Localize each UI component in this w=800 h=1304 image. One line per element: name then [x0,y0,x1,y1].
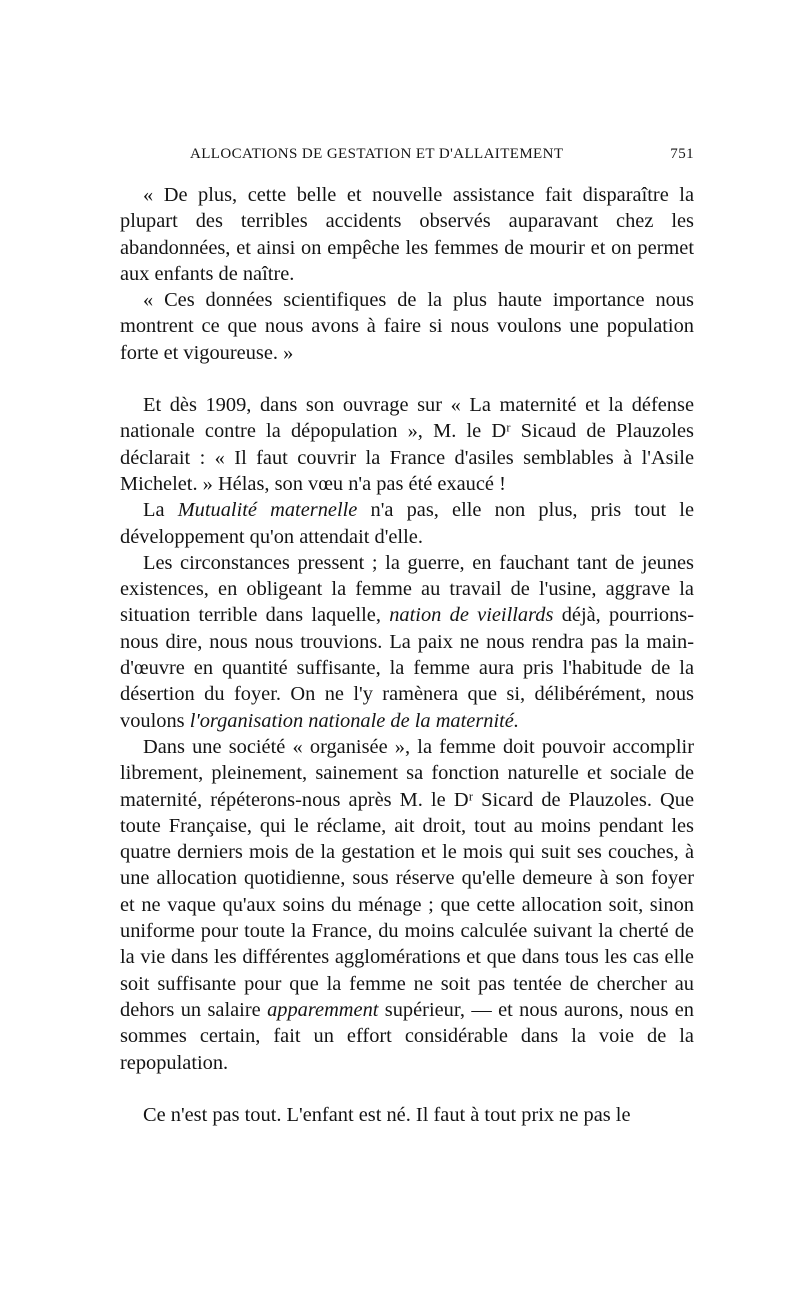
paragraph [120,734,694,1076]
paragraph [120,497,694,550]
text-run: Les circonstances pressent ; la guerre, en fauchant tant de jeunes existences, en obligeant la femme au travail de l'usine, aggrave la situation terrible dans laquelle, [120,551,694,627]
paragraph [120,287,694,366]
italic-text: l'organisation nationale de la maternité. [189,709,519,732]
text-run: supérieur, — et nous aurons, nous en sommes certain, fait un effort considérable dans la voie de la repopulation. [120,998,694,1074]
page-number: 751 [670,146,694,162]
text-run: Ce n'est pas tout. L'enfant est né. Il faut à tout prix ne pas le [143,1103,631,1126]
italic-text: apparemment [267,998,379,1021]
italic-text: nation de vieillards [389,604,554,627]
paragraph [120,1102,694,1128]
text-run: Et dès 1909, dans son ouvrage sur « La maternité et la défense nationale contre la dépopulation », M. le Dʳ Sicaud de Plauzoles déclarait : « Il faut couvrir la France d'asiles semblables à l'Asile Michelet. » Hélas, son vœu n'a pas été exaucé ! [120,394,694,495]
paragraph [120,550,694,734]
text-run: « De plus, cette belle et nouvelle assistance fait disparaître la plupart des terribles accidents observés auparavant chez les abandonnées, et ainsi on empêche les femmes de mourir et on permet aux enfants de naître. [120,184,694,285]
text-run: La [143,499,178,522]
paragraph [120,182,694,287]
paragraph [120,392,694,497]
running-title: ALLOCATIONS DE GESTATION ET D'ALLAITEMENT [190,146,564,162]
book-page [120,146,694,1128]
italic-text: Mutualité maternelle [177,499,358,522]
text-run: déjà, pourrions-nous dire, nous nous trouvions. La paix ne nous rendra pas la main-d'œuvre en quantité suffisante, la femme aura pris l'habitude de la désertion du foyer. On ne l'y ramènera que si, délibérément, nous voulons [120,604,694,732]
running-head [120,146,694,172]
text-run: « Ces données scientifiques de la plus haute importance nous montrent ce que nous avons à faire si nous voulons une population forte et vigoureuse. » [120,289,694,364]
text-run: Dans une société « organisée », la femme doit pouvoir accomplir librement, pleinement, sainement sa fonction naturelle et sociale de maternité, répéterons-nous après M. le Dʳ Sicard de Plauzoles. Que toute Française, qui le réclame, ait droit, tout au moins pendant les quatre derniers mois de la gestation et le mois qui suit ses couches, à une allocation quotidienne, sous réserve qu'elle demeure à son foyer et ne vaque qu'aux soins du ménage ; que cette allocation soit, sinon uniforme pour toute la France, du moins calculée suivant la cherté de la vie dans les différentes agglomérations et que dans tous les cas elle soit suffisante pour que la femme ne soit pas tentée de chercher au dehors un salaire [120,735,694,1021]
body-text [120,182,694,1128]
text-run: n'a pas, elle non plus, pris tout le développement qu'on attendait d'elle. [120,499,695,548]
